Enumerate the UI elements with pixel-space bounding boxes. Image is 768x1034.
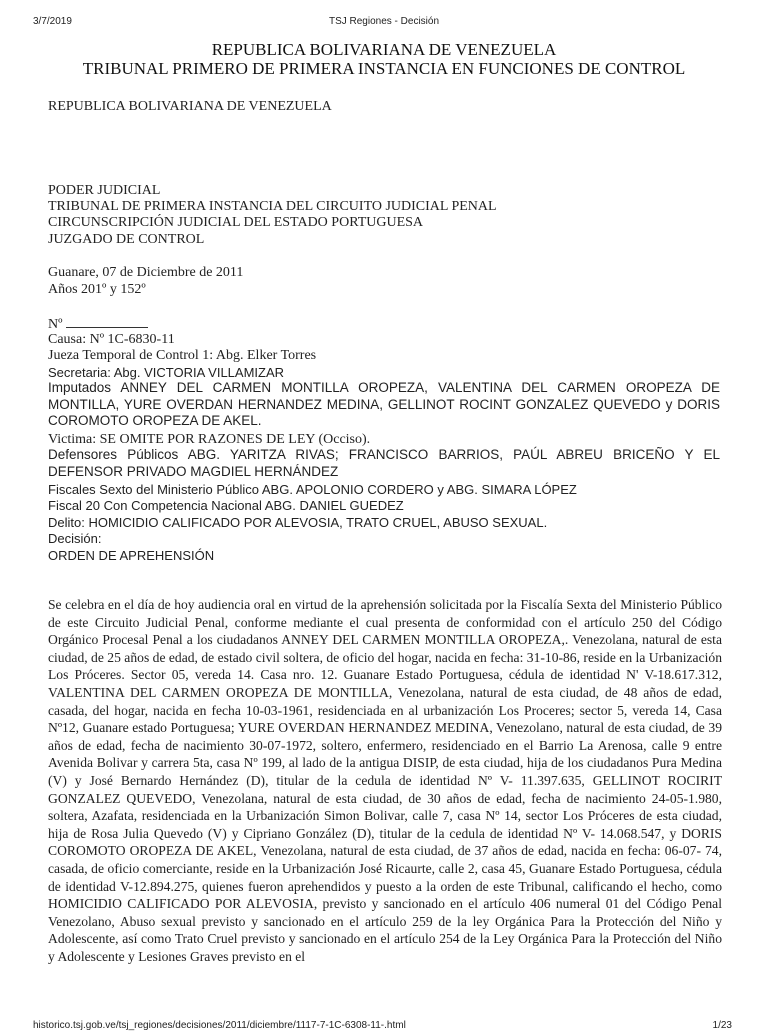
- print-title: TSJ Regiones - Decisión: [328, 16, 440, 27]
- number-blank: [66, 315, 148, 328]
- years: Años 201º y 152º: [48, 282, 146, 297]
- number-label: Nº: [48, 317, 63, 332]
- imputados: Imputados ANNEY DEL CARMEN MONTILLA OROPEZA, VALENTINA DEL CARMEN OROPEZA DE MONTILLA, YURE OVERDAN HERNANDEZ MEDINA, GELLINOT ROCINT GONZALEZ QUEVEDO y DORIS COROMOTO OROPEZA DE AKEL.: [48, 380, 720, 429]
- print-footer: [0, 1020, 768, 1034]
- jueza: Jueza Temporal de Control 1: Abg. Elker Torres: [48, 348, 317, 363]
- causa: Causa: Nº 1C-6830-11: [48, 332, 175, 347]
- secretaria: Secretaria: Abg. VICTORIA VILLAMIZAR: [48, 365, 285, 380]
- fiscal-20: Fiscal 20 Con Competencia Nacional ABG. DANIEL GUEDEZ: [48, 498, 404, 513]
- victima: Victima: SE OMITE POR RAZONES DE LEY (Occiso).: [48, 432, 371, 447]
- title-republic: REPUBLICA BOLIVARIANA DE VENEZUELA: [211, 40, 557, 59]
- decision-label: Decisión:: [48, 531, 102, 546]
- decision: ORDEN DE APREHENSIÓN: [48, 548, 215, 563]
- republic-heading: REPUBLICA BOLIVARIANA DE VENEZUELA: [48, 99, 332, 114]
- court-line-2: TRIBUNAL DE PRIMERA INSTANCIA DEL CIRCUITO JUDICIAL PENAL: [48, 199, 497, 214]
- print-header: [0, 16, 768, 30]
- defensores: Defensores Públicos ABG. YARITZA RIVAS; FRANCISCO BARRIOS, PAÚL ABREU BRICEÑO Y EL DEFENSOR PRIVADO MAGDIEL HERNÁNDEZ: [48, 447, 720, 479]
- title-tribunal: TRIBUNAL PRIMERO DE PRIMERA INSTANCIA EN FUNCIONES DE CONTROL: [82, 59, 686, 78]
- page-number: 1/23: [712, 1020, 732, 1031]
- court-line-1: PODER JUDICIAL: [48, 183, 161, 198]
- print-date: 3/7/2019: [33, 16, 72, 27]
- court-line-4: JUZGADO DE CONTROL: [48, 232, 205, 247]
- place-date: Guanare, 07 de Diciembre de 2011: [48, 265, 244, 280]
- court-line-3: CIRCUNSCRIPCIÓN JUDICIAL DEL ESTADO PORTUGUESA: [48, 215, 424, 230]
- page-url: historico.tsj.gob.ve/tsj_regiones/decisiones/2011/diciembre/1117-7-1C-6308-11-.html: [33, 1020, 406, 1031]
- delito: Delito: HOMICIDIO CALIFICADO POR ALEVOSIA, TRATO CRUEL, ABUSO SEXUAL.: [48, 515, 548, 530]
- document-title: [0, 40, 768, 78]
- decision-body: Se celebra en el día de hoy audiencia oral en virtud de la aprehensión solicitada por la Fiscalía Sexta del Ministerio Público de este Circuito Judicial Penal, conforme mediante el cual presenta de conformidad con el artículo 250 del Código Orgánico Procesal Penal a los ciudadanos ANNEY DEL CARMEN MONTILLA OROPEZA,. Venezolana, natural de esta ciudad, de 25 años de edad, de estado civil soltera, de oficio del hogar, nacida en fecha: 31-10-86, reside en la Urbanización Los Próceres. Sector 05, vereda 14. Casa nro. 12. Guanare Estado Portuguesa, cédula de identidad N' V-18.617.312, VALENTINA DEL CARMEN OROPEZA DE MONTILLA, Venezolana, natural de esta ciudad, de 48 años de edad, casada, del hogar, nacida en fecha 10-03-1961, residenciada en al urbanización Los Proceres; sector 5, vereda 14, Casa Nº12, Guanare estado Portuguesa; YURE OVERDAN HERNANDEZ MEDINA, Venezolano, natural de esta ciudad, de 39 años de edad, fecha de nacimiento 30-07-1972, soltero, enfermero, residenciado en el Barrio La Arenosa, calle 9 entre Avenida Bolivar y carrera 5ta, casa Nº 199, al lado de la antigua DISIP, de esta ciudad, hija de los ciudadanos Pura Medina (V) y José Bernardo Hernández (D), titular de la cedula de identidad Nº V- 11.397.635, GELLINOT ROCIRIT GONZALEZ QUEVEDO, Venezolana, natural de esta ciudad, de 30 años de edad, fecha de nacimiento 24-05-1.980, soltera, Azafata, residenciada en la Urbanización Simon Bolivar, calle 7, casa Nº 14, sector Los Próceres de esta ciudad, hija de Rosa Julia Quevedo (V) y Cipriano González (D), titular de la cedula de identidad Nº V- 14.068.547, y DORIS COROMOTO OROPEZA DE AKEL, Venezolana, natural de esta ciudad, de 37 años de edad, nacida en fecha: 06-07- 74, casada, de oficio comerciante, reside en la Urbanización José Ricaurte, calle 2, casa 45, Guanare Estado Portuguesa, cédula de identidad V-12.894.275, quienes fueron aprehendidos y puesto a la orden de este Tribunal, calificando el hecho, como HOMICIDIO CALIFICADO POR ALEVOSIA, previsto y sancionado en el artículo 406 numeral 01 del Código Penal Venezolano, Abuso sexual previsto y sancionado en el artículo 259 de la ley Orgánica Para la Protección del Niño y Adolescente, así como Trato Cruel previsto y sancionado en el artículo 254 de la Ley Orgánica Para la Protección del Niño y Adolescente y Lesiones Graves previsto en el: [48, 597, 722, 964]
- fiscales: Fiscales Sexto del Ministerio Público ABG. APOLONIO CORDERO y ABG. SIMARA LÓPEZ: [48, 482, 577, 497]
